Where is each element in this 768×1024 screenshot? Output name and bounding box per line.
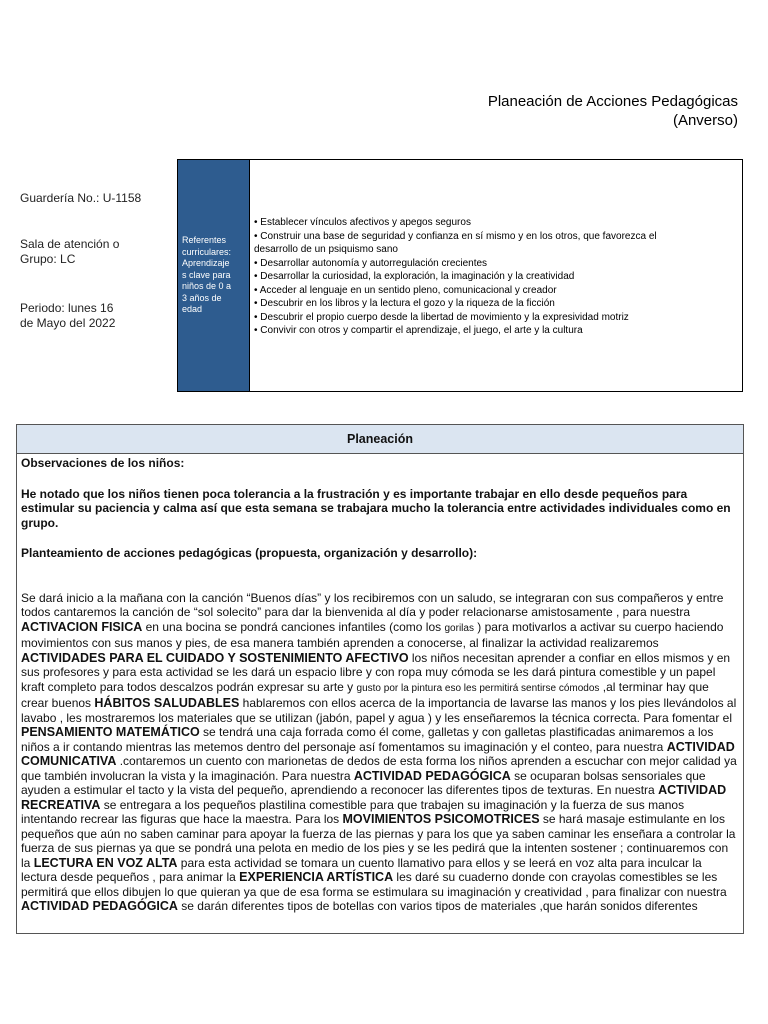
referente-item: • Descubrir el propio cuerpo desde la libertad de movimiento y la expresividad motriz bbox=[254, 311, 629, 323]
observaciones-title: Observaciones de los niños: bbox=[21, 456, 185, 470]
body-text: se tendrá una caja forrada como él come, galletas y con galletas plastificadas animaremos a los niños a ir contando mientras las metemos dentro del personaje así fomentamos su imaginación y el conteo, para nuestra bbox=[21, 725, 714, 754]
body-text: ,al terminar hay que crear buenos bbox=[21, 679, 709, 710]
sala-atencion bbox=[20, 237, 119, 267]
ref-label-line: niños de 0 a bbox=[182, 281, 232, 291]
periodo-line-2: de Mayo del 2022 bbox=[20, 316, 116, 330]
keyword-actividad-comunicativa: ACTIVIDAD COMUNICATIVA bbox=[21, 739, 735, 768]
referente-item: • Convivir con otros y compartir el aprendizaje, el juego, el arte y la cultura bbox=[254, 325, 583, 336]
observaciones-text: He notado que los niños tienen poca tolerancia a la frustración y es importante trabajar en ello desde pequeños para estimular su paciencia y calma así que esta semana se trabajara mucho la tolerancia entre actividades individuales como en grupo. bbox=[21, 486, 731, 530]
referentes-label bbox=[178, 160, 250, 391]
body-text: hablaremos con ellos acerca de la importancia de lavarse las manos y los pies llevándolos al lavabo , les mostraremos los materiales que se utilizan (jabón, papel y agua ) y les enseñaremos la técnica correcta. Para fomentar el bbox=[21, 696, 737, 725]
title-line-2: (Anverso) bbox=[672, 112, 738, 129]
ref-label-line: s clave para bbox=[182, 269, 231, 280]
keyword-movimientos-psicomotrices: MOVIMIENTOS PSICOMOTRICES bbox=[342, 812, 540, 826]
body-text: se entregara a los pequeños plastilina comestible para que trabajen su imaginación y la fuerza de sus manos intentando recrear las figuras que hace la maestra. Para los bbox=[21, 797, 685, 826]
small-text: gusto por la pintura eso les permitirá sentirse cómodos bbox=[356, 682, 600, 694]
body-text: para esta actividad se tomara un cuento llamativo para ellos y se leerá en voz alta para inculcar la lectura desde pequeños , para animar la bbox=[21, 855, 702, 884]
guarderia-number: Guardería No.: U-1158 bbox=[20, 191, 142, 205]
keyword-experiencia-artistica: EXPERIENCIA ARTÍSTICA bbox=[239, 870, 394, 884]
ref-label-line: curriculares: bbox=[182, 246, 232, 257]
referente-item: • Desarrollar la curiosidad, la exploración, la imaginación y la creatividad bbox=[254, 271, 575, 282]
referente-item: • Establecer vínculos afectivos y apegos seguros bbox=[254, 217, 471, 228]
body-text: en una bocina se pondrá canciones infantiles (como los bbox=[142, 619, 445, 634]
referente-item: • Acceder al lenguaje en un sentido pleno, comunicacional y creador bbox=[254, 284, 557, 296]
small-text: gorilas bbox=[444, 622, 474, 634]
keyword-pensamiento-matematico: PENSAMIENTO MATEMÁTICO bbox=[21, 725, 200, 739]
periodo-line-1: Periodo: lunes 16 bbox=[20, 301, 114, 315]
body-text: se hará masaje estimulante en los pequeños que aún no saben caminar para apoyar la fuerza de las piernas y para los que ya saben caminar les enseñara a controlar la fuerza de sus piernas ya que se pondrá una pelota en medio de los pies y se les pedirá que la intenten sostener ; continuaremos con la bbox=[21, 812, 736, 870]
body-text: los niños necesitan aprender a confiar en ellos mismos y en sus profesores y para esta actividad se les dará un espacio libre y con ropa muy cómoda se les dará pintura comestible y un papel kraft completo para todos descalzos podrán expresar su arte y bbox=[21, 650, 731, 694]
ref-label-line: 3 años de bbox=[182, 292, 222, 303]
referente-item: • Descubrir en los libros y la lectura el gozo y la riqueza de la ficción bbox=[254, 298, 555, 309]
referente-item: desarrollo de un psiquismo sano bbox=[254, 244, 398, 255]
referentes-list bbox=[250, 160, 742, 391]
ref-label-line: Aprendizaje bbox=[182, 258, 230, 268]
planeacion-content bbox=[17, 454, 743, 914]
keyword-habitos-saludables: HÁBITOS SALUDABLES bbox=[94, 696, 240, 710]
body-text: se darán diferentes tipos de botellas con varios tipos de materiales ,que harán sonidos diferentes bbox=[177, 899, 698, 913]
ref-label-line: Referentes bbox=[182, 235, 227, 245]
page-title bbox=[488, 92, 738, 130]
keyword-lectura-voz-alta: LECTURA EN VOZ ALTA bbox=[33, 855, 178, 870]
planteamiento-title: Planteamiento de acciones pedagógicas (propuesta, organización y desarrollo): bbox=[21, 546, 478, 560]
title-line-1: Planeación de Acciones Pedagógicas bbox=[487, 93, 738, 110]
referentes-box bbox=[177, 159, 743, 392]
body-text: ) para motivarlos a activar su cuerpo haciendo movimientos con sus manos y pies, de esa manera también aprenden a conocerse, al finalizar la actividad realizaremos bbox=[21, 619, 724, 650]
body-text: les daré su cuaderno donde con crayolas comestibles se les permitirá que ellos dibujen lo que quieran ya que de esa forma se estimulara su imaginación y creatividad , para finalizar con nuestra bbox=[21, 870, 727, 899]
sala-line-1: Sala de atención o bbox=[20, 237, 120, 251]
body-text: Se dará inicio a la mañana con la canción “Buenos días” y los recibiremos con un saludo, se integraran con sus compañeros y entre todos cantaremos la canción de “sol solecito” para dar la bienvenida al día y poder relacionarse amistosamente , para nuestra bbox=[21, 590, 724, 619]
keyword-cuidado-afectivo: ACTIVIDADES PARA EL CUIDADO Y SOSTENIMIENTO AFECTIVO bbox=[21, 650, 409, 665]
planeacion-header: Planeación bbox=[17, 425, 743, 454]
planteamiento-body bbox=[21, 591, 738, 914]
periodo bbox=[20, 301, 115, 331]
keyword-actividad-pedagogica-final: ACTIVIDAD PEDAGÓGICA bbox=[21, 899, 178, 913]
keyword-actividad-recreativa: ACTIVIDAD RECREATIVA bbox=[21, 783, 727, 812]
planeacion-section bbox=[16, 424, 744, 934]
body-text: .contaremos un cuento con marionetas de dedos de esta forma los niños aprenden a escuchar con mejor calidad ya que también involucran la vista y la imaginación. Para nuestra bbox=[21, 754, 737, 783]
referente-item: • Desarrollar autonomía y autorregulación crecientes bbox=[254, 257, 488, 269]
keyword-activacion-fisica: ACTIVACION FISICA bbox=[21, 619, 143, 634]
ref-label-line: edad bbox=[182, 304, 203, 314]
body-text: se ocuparan bolsas sensoriales que ayuden a estimular el tacto y la vista del pequeño, aprendiendo a reconocer las diferentes tipos de texturas. En nuestra bbox=[21, 768, 706, 797]
keyword-actividad-pedagogica: ACTIVIDAD PEDAGÓGICA bbox=[353, 768, 511, 783]
sala-line-2: Grupo: LC bbox=[20, 252, 76, 266]
referente-item: • Construir una base de seguridad y confianza en sí mismo y en los otros, que favorezca el bbox=[254, 230, 657, 242]
